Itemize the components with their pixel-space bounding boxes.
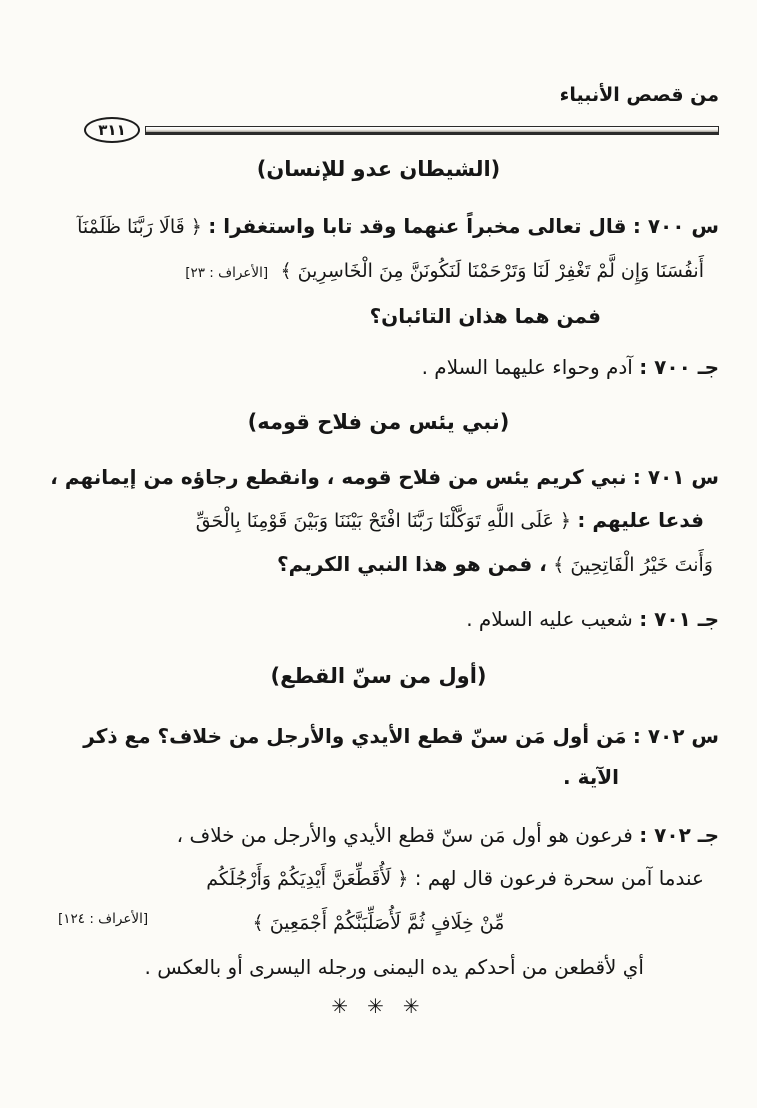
quran-verse-end: مِّنْ خِلَافٍ ثُمَّ لَأُصَلِّبَنَّكُمْ أَجْمَعِينَ ﴾	[252, 912, 505, 934]
question-702-line-2	[38, 757, 719, 798]
question-701-line-2	[38, 499, 719, 543]
section-heading-shaytan: (الشيطان عدو للإنسان)	[256, 157, 501, 181]
question-701	[38, 456, 719, 587]
question-700-number: س ٧٠٠ :	[632, 214, 719, 238]
question-702-text: مَن أول مَن سنّ قطع الأيدي والأرجل من خلاف؟ مع ذكر	[83, 724, 627, 748]
answer-701	[38, 602, 719, 636]
question-700-conclusion: فمن هما هذان التائبان؟	[369, 304, 601, 328]
quran-verse-start: ﴿ لَأُقَطِّعَنَّ أَيْدِيَكُمْ وَأَرْجُلَكُم	[206, 868, 409, 890]
question-702-text-2: الآية .	[563, 765, 619, 789]
header-rule	[145, 126, 719, 135]
answer-702-number: جـ ٧٠٢ :	[639, 823, 719, 847]
question-702	[38, 716, 719, 798]
quran-verse-start: ﴿ عَلَى اللَّهِ تَوَكَّلْنَا رَبَّنَا افْتَحْ بَيْنَنَا وَبَيْنَ قَوْمِنَا بِالْحَقِّ	[195, 510, 572, 532]
question-701-text: نبي كريم يئس من فلاح قومه ، وانقطع رجاؤه من إيمانهم ،	[50, 465, 627, 489]
page-header	[38, 0, 719, 143]
answer-702-line-2	[38, 857, 719, 901]
question-701-line-3	[38, 543, 719, 587]
answer-702-line-3	[38, 901, 719, 945]
answer-700	[38, 350, 719, 384]
book-title: من قصص الأنبياء	[559, 84, 719, 106]
header-rule-row	[38, 117, 719, 143]
question-700	[38, 205, 719, 338]
verse-reference-araf-23: [الأعراف : ٢٣]	[185, 265, 269, 281]
end-of-page-divider: ✳ ✳ ✳	[331, 994, 426, 1018]
verse-reference-araf-124: [الأعراف : ١٢٤]	[58, 911, 149, 927]
answer-701-text: شعيب عليه السلام .	[466, 607, 633, 631]
page-number: ٣١١	[98, 121, 126, 139]
question-702-number: س ٧٠٢ :	[632, 724, 719, 748]
quran-verse-continuation: أَنفُسَنَا وَإِن لَّمْ تَغْفِرْ لَنَا وَتَرْحَمْنَا لَنَكُونَنَّ مِنَ الْخَاسِرِينَ ﴾	[280, 260, 704, 282]
question-701-line-1	[38, 456, 719, 499]
section-heading-nabi-yaisa: (نبي يئس من فلاح قومه)	[247, 410, 510, 434]
quran-verse-end: وَأَنتَ خَيْرُ الْفَاتِحِينَ ﴾	[553, 554, 713, 576]
question-700-line-3	[38, 295, 719, 338]
answer-700-number: جـ ٧٠٠ :	[639, 355, 719, 379]
question-702-line-1	[38, 716, 719, 757]
question-700-line-2	[38, 249, 719, 295]
page-number-badge	[84, 117, 140, 143]
answer-702-line-1	[38, 814, 719, 857]
question-700-line-1	[38, 205, 719, 249]
question-701-number: س ٧٠١ :	[632, 465, 719, 489]
question-701-text-2: فدعا عليهم :	[577, 508, 704, 532]
answer-700-text: آدم وحواء عليهما السلام .	[421, 355, 633, 379]
question-700-text: قال تعالى مخبراً عنهما وقد تابا واستغفرا :	[208, 214, 627, 238]
answer-702-text-2: عندما آمن سحرة فرعون قال لهم :	[414, 866, 704, 890]
answer-702	[38, 814, 719, 985]
answer-702-explanation: أي لأقطعن من أحدكم يده اليمنى ورجله اليسرى أو بالعكس .	[144, 955, 644, 979]
question-701-conclusion: ، فمن هو هذا النبي الكريم؟	[277, 552, 547, 576]
answer-702-text: فرعون هو أول مَن سنّ قطع الأيدي والأرجل من خلاف ،	[176, 823, 633, 847]
answer-701-number: جـ ٧٠١ :	[639, 607, 719, 631]
answer-701-line	[38, 602, 719, 636]
answer-700-line	[38, 350, 719, 384]
quran-verse-start: ﴿ قَالَا رَبَّنَا ظَلَمْنَآ	[77, 216, 202, 238]
section-heading-awwal-qat: (أول من سنّ القطع)	[270, 664, 487, 688]
